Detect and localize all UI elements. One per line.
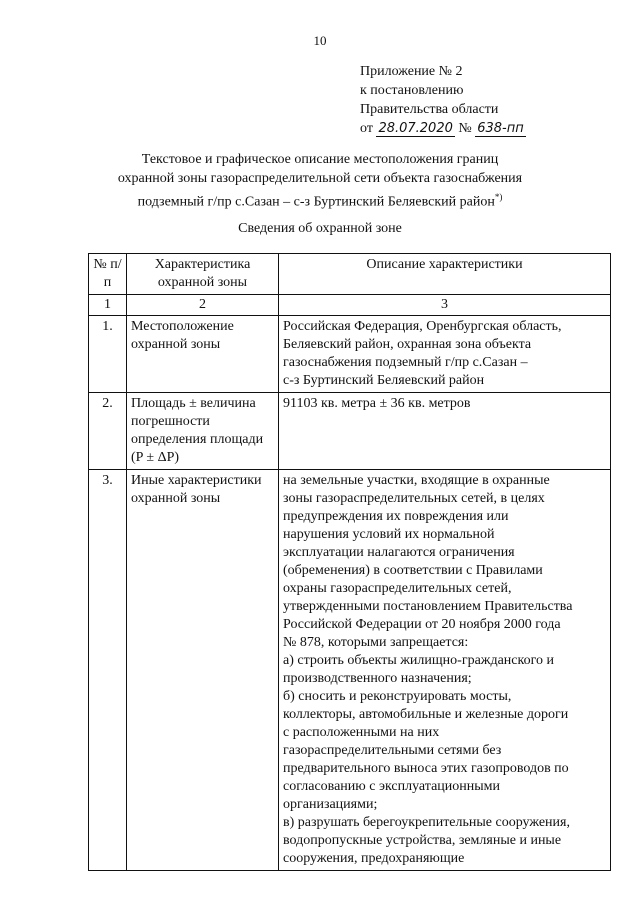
appendix-header [360,62,600,138]
description-line: Российская Федерация, Оренбургская область, [283,319,562,334]
description-line: газораспределительными сетями без [283,743,502,758]
index-cell: 1 [89,295,127,316]
section-subtitle: Сведения об охранной зоне [238,221,402,236]
row-number: 1. [89,316,127,393]
description-line: сооружения, предохраняющие [283,851,465,866]
header-characteristic: Характеристика охранной зоны [127,254,279,295]
title-line-1: Текстовое и графическое описание местоположения границ [141,152,499,167]
description-line: производственного назначения; [283,671,472,686]
description-line: б) сносить и реконструировать мосты, [283,689,512,704]
description-line: зоны газораспределительных сетей, в целях [283,491,545,506]
description-line: эксплуатации налагаются ограничения [283,545,515,560]
date-prefix: от [360,121,373,136]
document-title [60,150,580,212]
row-characteristic: Площадь ± величина погрешности определения площади (P ± ΔP) [127,393,279,470]
description-line: предупреждения их повреждения или [283,509,509,524]
header-description: Описание характеристики [279,254,611,295]
description-line: с расположенными на них [283,725,440,740]
description-line: нарушения условий их нормальной [283,527,495,542]
description-line: охраны газораспределительных сетей, [283,581,512,596]
row-characteristic: Местоположение охранной зоны [127,316,279,393]
description-line: коллекторы, автомобильные и железные дороги [283,707,569,722]
table-index-row [89,295,611,316]
appendix-date-line [360,119,600,138]
description-line: а) строить объекты жилищно-гражданского и [283,653,554,668]
table-row [89,470,611,871]
index-cell: 3 [279,295,611,316]
description-line: Беляевский район, охранная зона объекта [283,337,532,352]
table-header-row [89,254,611,295]
description-line: утвержденными постановлением Правительства [283,599,573,614]
description-line: организациями; [283,797,378,812]
row-number: 3. [89,470,127,871]
header-number: № п/п [89,254,127,295]
appendix-line-3: Правительства области [360,102,499,117]
row-description [279,393,611,470]
row-characteristic: Иные характеристики охранной зоны [127,470,279,871]
description-line: № 878, которыми запрещается: [283,635,469,650]
description-line: газоснабжения подземный г/пр с.Сазан – [283,355,528,370]
description-line: 91103 кв. метра ± 36 кв. метров [283,396,471,411]
description-line: на земельные участки, входящие в охранные [283,473,550,488]
description-line: (обременения) в соответствии с Правилами [283,563,543,578]
description-line: согласованию с эксплуатационными [283,779,501,794]
description-line: Российской Федерации от 20 ноября 2000 года [283,617,561,632]
handwritten-number: 638-пп [477,121,524,136]
table-row [89,393,611,470]
row-description [279,316,611,393]
footnote-mark: *) [494,192,503,202]
appendix-line-2: к постановлению [360,83,464,98]
row-description [279,470,611,871]
description-line: в) разрушать берегоукрепительные сооружения, [283,815,570,830]
appendix-line-1: Приложение № 2 [360,64,463,79]
page-number: 10 [313,33,327,48]
title-line-3 [60,188,580,212]
protection-zone-table [88,253,611,871]
description-line: водопропускные устройства, земляные и иные [283,833,562,848]
title-line-3-text: подземный г/пр с.Сазан – с-з Буртинский Беляевский район [137,194,495,210]
description-line: с-з Буртинский Беляевский район [283,373,485,388]
table-row [89,316,611,393]
handwritten-date: 28.07.2020 [378,121,453,136]
number-sign: № [458,121,472,136]
description-line: предварительного выноса этих газопроводов по [283,761,569,776]
title-line-2: охранной зоны газораспределительной сети объекта газоснабжения [117,171,523,186]
index-cell: 2 [127,295,279,316]
row-number: 2. [89,393,127,470]
